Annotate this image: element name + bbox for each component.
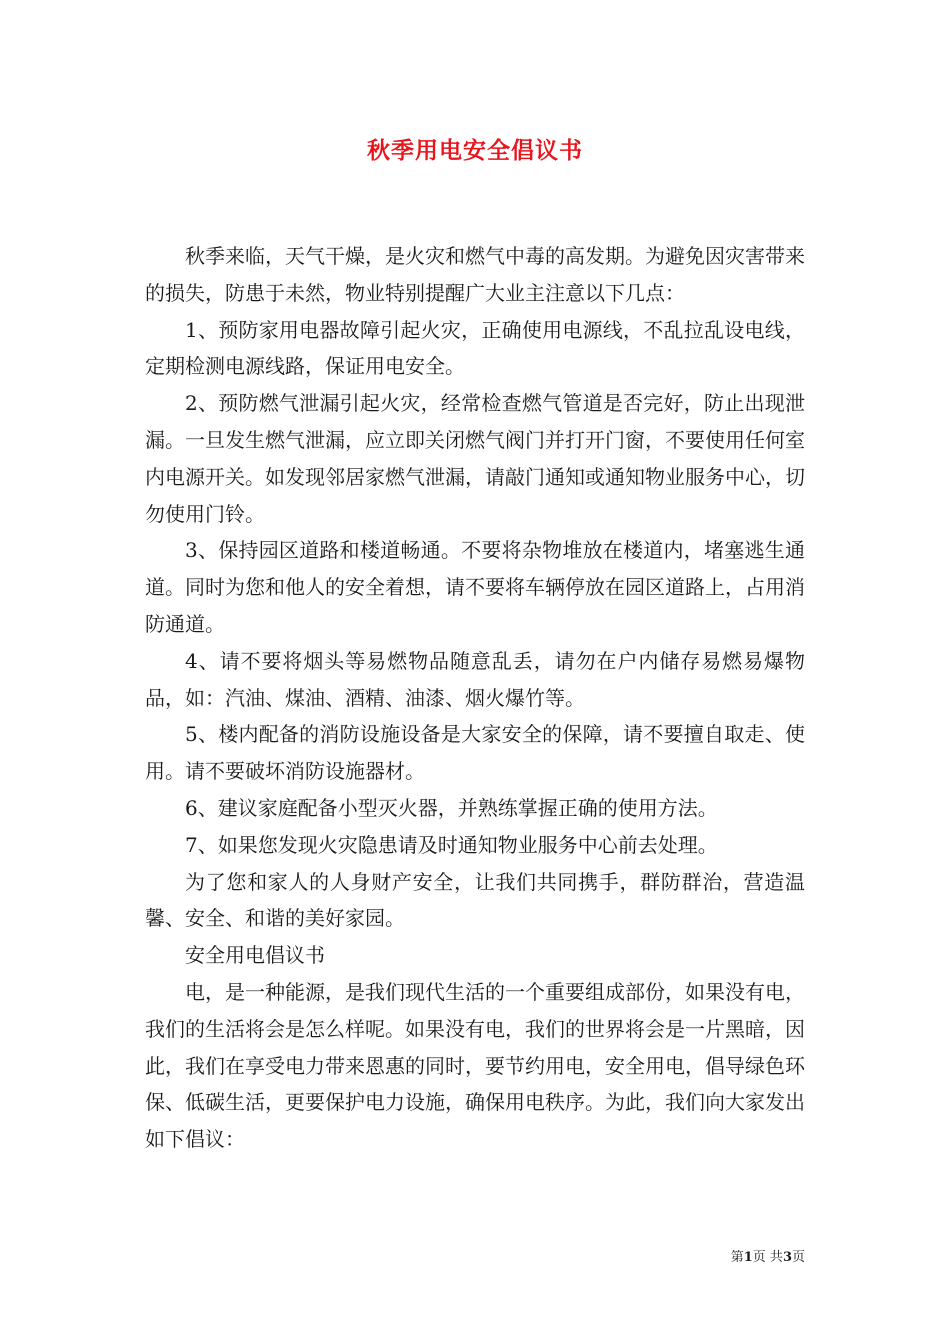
paragraph-item-3: 3、保持园区道路和楼道畅通。不要将杂物堆放在楼道内，堵塞逃生通道。同时为您和他人的安全着想，请不要将车辆停放在园区道路上，占用消防通道。 — [145, 538, 805, 636]
footer-suffix: 页 — [791, 1250, 805, 1265]
footer-total-pages: 3 — [782, 1250, 792, 1265]
document-title: 秋季用电安全倡议书 — [367, 137, 583, 164]
paragraph-closing: 为了您和家人的人身财产安全，让我们共同携手，群防群治，营造温馨、安全、和谐的美好家园。 — [145, 869, 805, 931]
footer-current-page: 1 — [743, 1250, 753, 1265]
section-heading: 安全用电倡议书 — [185, 943, 325, 968]
paragraph-item-6: 6、建议家庭配备小型灭火器，并熟练掌握正确的使用方法。 — [185, 795, 718, 820]
paragraph-intro: 秋季来临，天气干燥，是火灾和燃气中毒的高发期。为避免因灾害带来的损失，防患于未然，物业特别提醒广大业主注意以下几点： — [145, 244, 805, 305]
paragraph-item-4: 4、请不要将烟头等易燃物品随意乱丢，请勿在户内储存易燃易爆物品，如：汽油、煤油、酒精、油漆、烟火爆竹等。 — [145, 648, 805, 710]
footer-middle: 页 共 — [752, 1250, 783, 1265]
page-number-footer — [731, 1246, 805, 1265]
paragraph-section-intro: 电，是一种能源，是我们现代生活的一个重要组成部份，如果没有电，我们的生活将会是怎么样呢。如果没有电，我们的世界将会是一片黑暗，因此，我们在享受电力带来恩惠的同时，要节约用电，安全用电，倡导绿色环保、低碳生活，更要保护电力设施，确保用电秩序。为此，我们向大家发出如下倡议： — [145, 979, 805, 1152]
footer-prefix: 第 — [730, 1250, 744, 1265]
document-body — [145, 238, 805, 1158]
paragraph-item-7: 7、如果您发现火灾隐患请及时通知物业服务中心前去处理。 — [185, 832, 718, 857]
paragraph-item-5: 5、楼内配备的消防设施设备是大家安全的保障，请不要擅自取走、使用。请不要破坏消防设施器材。 — [145, 722, 805, 784]
paragraph-item-1: 1、预防家用电器故障引起火灾，正确使用电源线，不乱拉乱设电线，定期检测电源线路，保证用电安全。 — [145, 317, 805, 379]
paragraph-item-2: 2、预防燃气泄漏引起火灾，经常检查燃气管道是否完好，防止出现泄漏。一旦发生燃气泄漏，应立即关闭燃气阀门并打开门窗，不要使用任何室内电源开关。如发现邻居家燃气泄漏，请敲门通知或通知物业服务中心，切勿使用门铃。 — [145, 391, 805, 526]
